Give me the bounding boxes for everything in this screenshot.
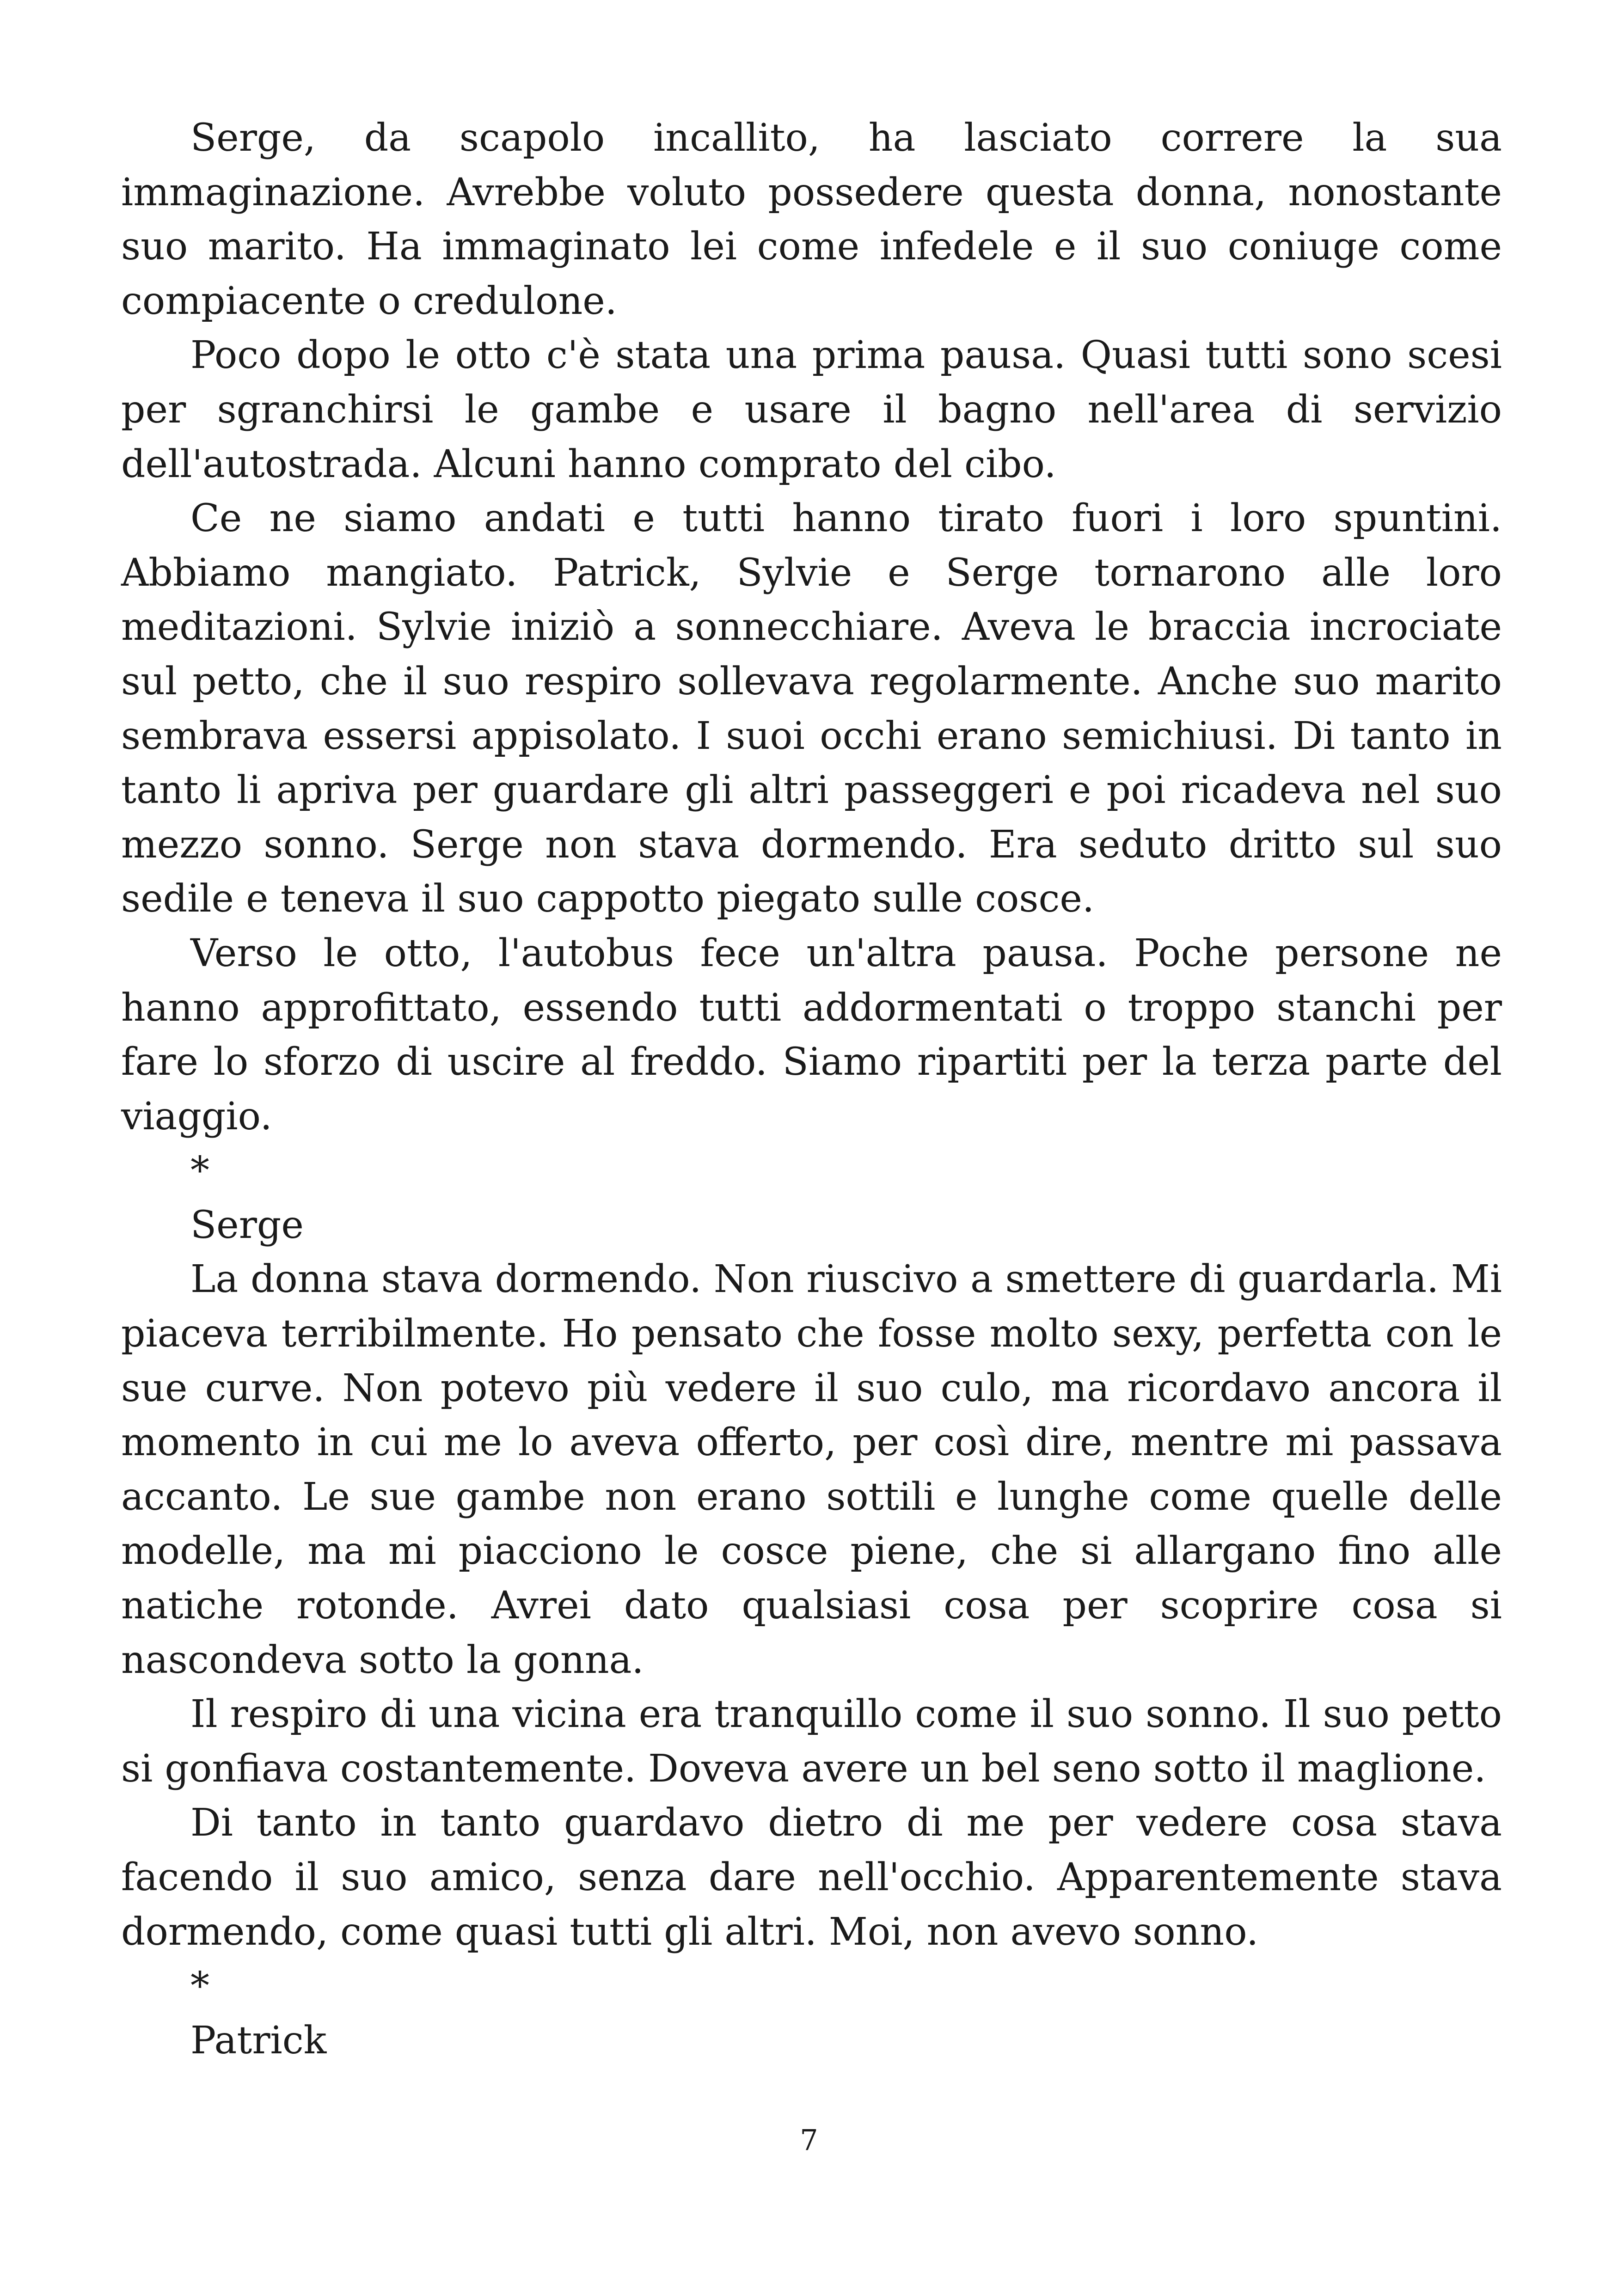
paragraph: Verso le otto, l'autobus fece un'altra pausa. Poche persone ne hanno approfittato, essendo tutti addormentati o troppo stanchi per fare lo sforzo di uscire al freddo. Siamo ripartiti per la terza parte del viaggio. [121, 931, 1502, 1139]
section-separator: * [190, 1149, 209, 1193]
paragraph: Poco dopo le otto c'è stata una prima pausa. Quasi tutti sono scesi per sgranchirsi le gambe e usare il bagno nell'area di servizio dell'autostrada. Alcuni hanno comprato del cibo. [121, 333, 1502, 486]
paragraph: La donna stava dormendo. Non riuscivo a smettere di guardarla. Mi piaceva terribilmente. Ho pensato che fosse molto sexy, perfetta con le sue curve. Non potevo più vedere il suo culo, ma ricordavo ancora il momento in cui me lo aveva offerto, per così dire, mentre mi passava accanto. Le sue gambe non erano sottili e lunghe come quelle delle modelle, ma mi piacciono le cosce piene, che si allargano fino alle natiche rotonde. Avrei dato qualsiasi cosa per scoprire cosa si nascondeva sotto la gonna. [121, 1257, 1502, 1682]
section-heading: Patrick [190, 2018, 327, 2063]
paragraph: Di tanto in tanto guardavo dietro di me per vedere cosa stava facendo il suo amico, senza dare nell'occhio. Apparentemente stava dormendo, come quasi tutti gli altri. Moi, non avevo sonno. [121, 1801, 1502, 1954]
paragraph: Il respiro di una vicina era tranquillo come il suo sonno. Il suo petto si gonfiava costantemente. Doveva avere un bel seno sotto il maglione. [121, 1692, 1502, 1791]
section-separator: * [190, 1964, 209, 2008]
section-heading: Serge [190, 1203, 304, 1247]
page-number: 7 [800, 2123, 818, 2157]
paragraph: Ce ne siamo andati e tutti hanno tirato fuori i loro spuntini. Abbiamo mangiato. Patrick, Sylvie e Serge tornarono alle loro meditazioni. Sylvie iniziò a sonnecchiare. Aveva le braccia incrociate sul petto, che il suo respiro sollevava regolarmente. Anche suo marito sembrava essersi appisolato. I suoi occhi erano semichiusi. Di tanto in tanto li apriva per guardare gli altri passeggeri e poi ricadeva nel suo mezzo sonno. Serge non stava dormendo. Era seduto dritto sul suo sedile e teneva il suo cappotto piegato sulle cosce. [121, 496, 1502, 921]
paragraph: Serge, da scapolo incallito, ha lasciato correre la sua immaginazione. Avrebbe voluto possedere questa donna, nonostante suo marito. Ha immaginato lei come infedele e il suo coniuge come compiacente o credulone. [121, 116, 1502, 323]
body-text [121, 111, 1502, 2068]
